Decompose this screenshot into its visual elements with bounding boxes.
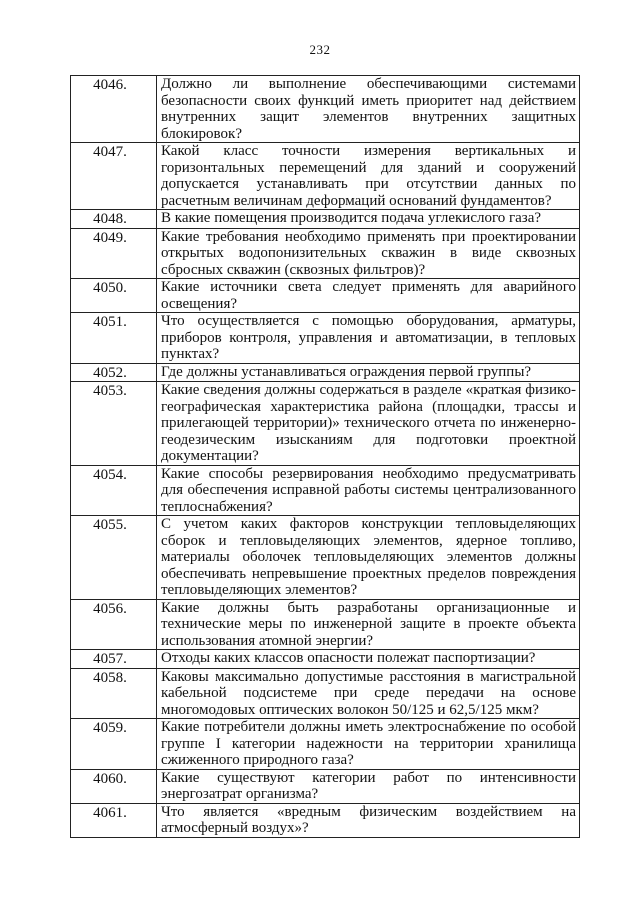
table-row <box>71 228 580 279</box>
question-number: 4056. <box>71 599 157 650</box>
table-row <box>71 143 580 210</box>
question-number: 4049. <box>71 228 157 279</box>
question-text: Какие существуют категории работ по интенсивности энергозатрат организма? <box>157 769 580 803</box>
questions-table <box>70 75 580 838</box>
question-text: Отходы каких классов опасности полежат паспортизации? <box>157 650 580 669</box>
question-number: 4054. <box>71 465 157 516</box>
question-number: 4057. <box>71 650 157 669</box>
table-row <box>71 599 580 650</box>
question-text: Какие источники света следует применять для аварийного освещения? <box>157 279 580 313</box>
question-number: 4053. <box>71 382 157 466</box>
table-row <box>71 210 580 229</box>
page-number: 232 <box>309 42 331 57</box>
question-text: Какие способы резервирования необходимо предусматривать для обеспечения исправной работы системы централизованного теплоснабжения? <box>157 465 580 516</box>
question-text: Какие потребители должны иметь электроснабжение по особой группе I категории надежности на территории хранилища сжиженного природного газа? <box>157 719 580 770</box>
question-text: С учетом каких факторов конструкции тепловыделяющих сборок и тепловыделяющих элементов, ядерное топливо, материалы оболочек тепловыделяющих элементов должны обеспечивать непревышение проектных пределов повреждения тепловыделяющих элементов? <box>157 516 580 600</box>
table-row <box>71 363 580 382</box>
question-number: 4061. <box>71 803 157 837</box>
table-row <box>71 803 580 837</box>
table-row <box>71 465 580 516</box>
question-text: Должно ли выполнение обеспечивающими системами безопасности своих функций иметь приоритет над действием внутренних защит элементов внутренних защитных блокировок? <box>157 76 580 143</box>
question-text: Каковы максимально допустимые расстояния в магистральной кабельной подсистеме при среде передачи на основе многомодовых оптических волокон 50/125 и 62,5/125 мкм? <box>157 668 580 719</box>
table-row <box>71 313 580 364</box>
table-row <box>71 668 580 719</box>
table-row <box>71 650 580 669</box>
table-row <box>71 719 580 770</box>
question-text: Какие требования необходимо применять при проектировании открытых водопонизительных скважин в виде сквозных сбросных скважин (сквозных фильтров)? <box>157 228 580 279</box>
table-row <box>71 516 580 600</box>
question-number: 4048. <box>71 210 157 229</box>
question-number: 4058. <box>71 668 157 719</box>
question-text: Что осуществляется с помощью оборудования, арматуры, приборов контроля, управления и автоматизации, в тепловых пунктах? <box>157 313 580 364</box>
question-number: 4051. <box>71 313 157 364</box>
table-row <box>71 279 580 313</box>
question-text: Какие должны быть разработаны организационные и технические меры по инженерной защите в проекте объекта использования атомной энергии? <box>157 599 580 650</box>
question-number: 4059. <box>71 719 157 770</box>
question-number: 4060. <box>71 769 157 803</box>
table-row <box>71 382 580 466</box>
question-text: В какие помещения производится подача углекислого газа? <box>157 210 580 229</box>
question-number: 4047. <box>71 143 157 210</box>
question-number: 4055. <box>71 516 157 600</box>
question-text: Какой класс точности измерения вертикальных и горизонтальных перемещений для зданий и сооружений допускается устанавливать при отсутствии данных по расчетным величинам деформаций оснований фундаментов? <box>157 143 580 210</box>
question-text: Где должны устанавливаться ограждения первой группы? <box>157 363 580 382</box>
question-text: Какие сведения должны содержаться в разделе «краткая физико-географическая характеристика района (площадки, трассы и прилегающей территории)» технического отчета по инженерно-геодезическим изысканиям для подготовки проектной документации? <box>157 382 580 466</box>
table-row <box>71 76 580 143</box>
question-number: 4050. <box>71 279 157 313</box>
question-text: Что является «вредным физическим воздействием на атмосферный воздух»? <box>157 803 580 837</box>
table-row <box>71 769 580 803</box>
question-number: 4046. <box>71 76 157 143</box>
question-number: 4052. <box>71 363 157 382</box>
